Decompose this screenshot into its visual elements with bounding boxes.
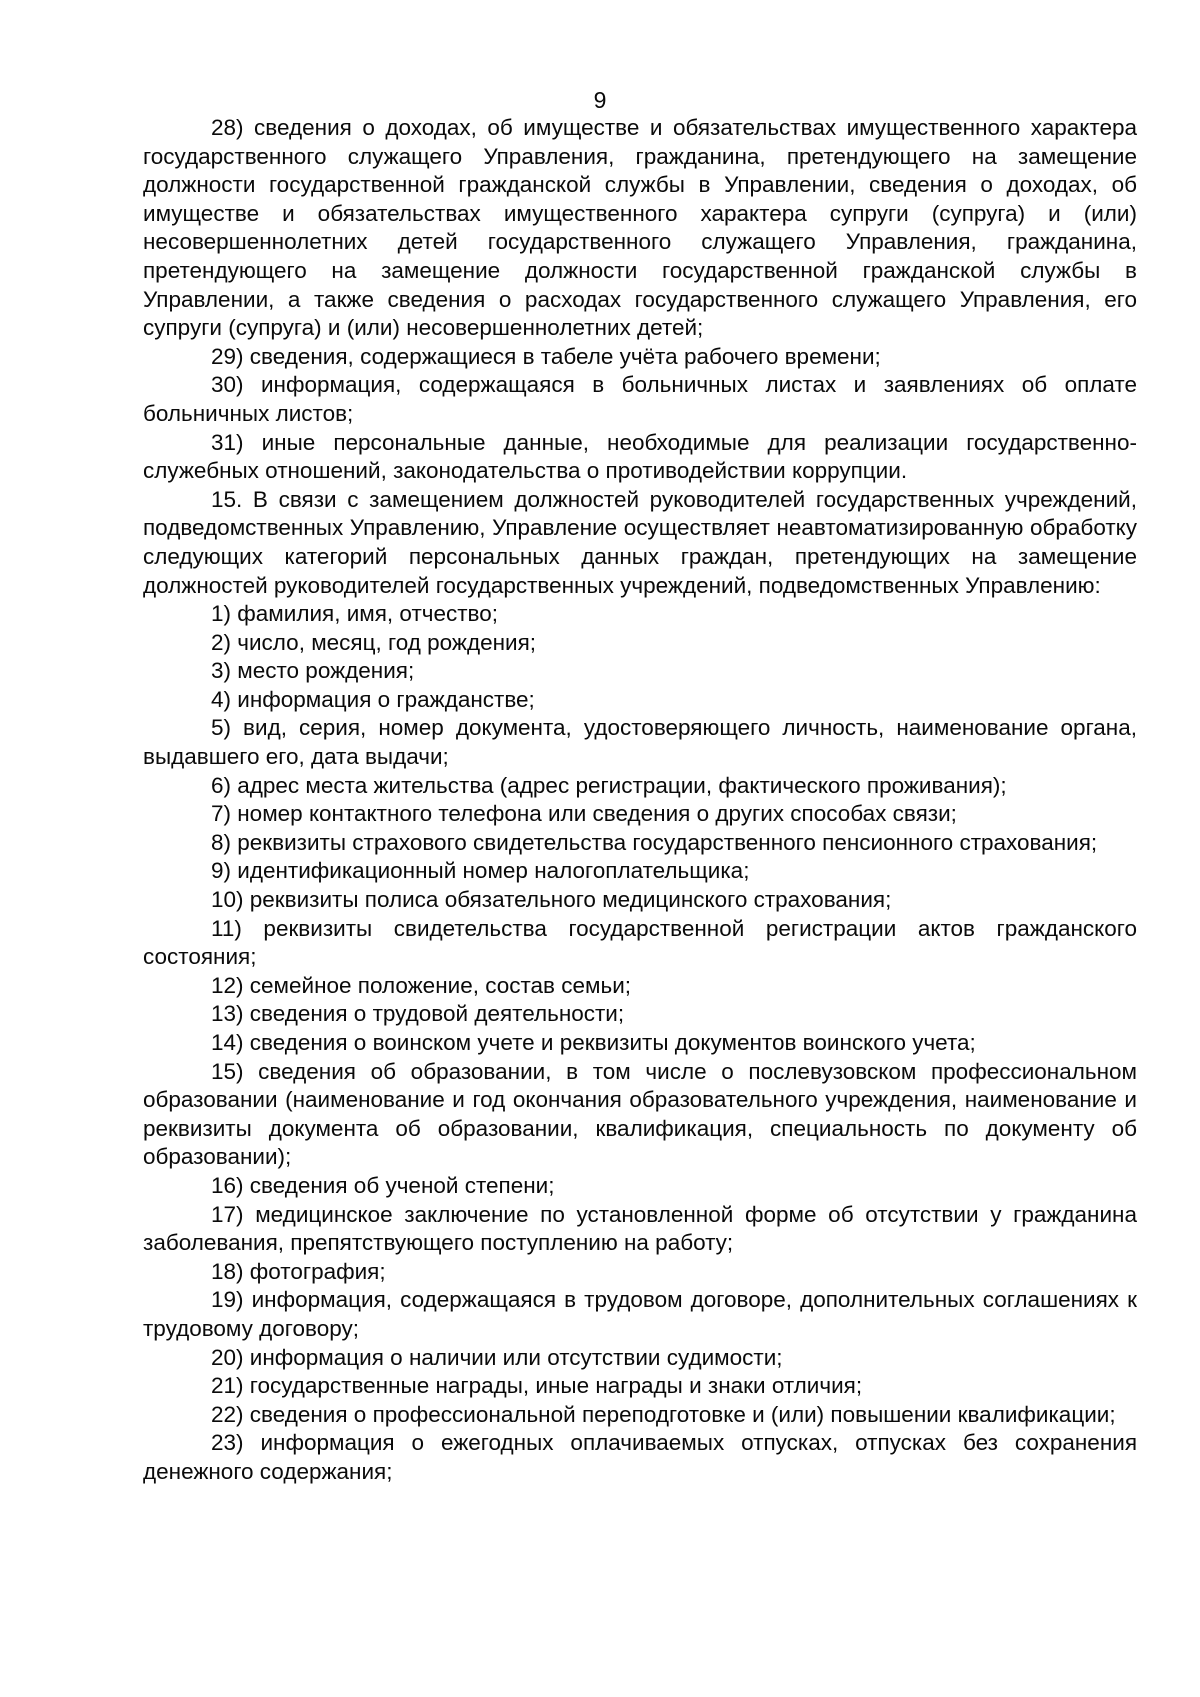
paragraph-item-28: 28) сведения о доходах, об имуществе и обязательствах имущественного характера государственного служащего Управления, гражданина, претендующего на замещение должности государственной гражданской службы в Управлении, сведения о доходах, об имуществе и обязательствах имущественного характера супруги (супруга) и (или) несовершеннолетних детей государственного служащего Управления, гражданина, претендующего на замещение должности государственной гражданской службы в Управлении, а также сведения о расходах государственного служащего Управления, его супруги (супруга) и (или) несовершеннолетних детей; xyxy=(143,115,1137,341)
list-item-22: 22) сведения о профессиональной переподготовке и (или) повышении квалификации; xyxy=(211,1401,1116,1427)
list-item-19: 19) информация, содержащаяся в трудовом договоре, дополнительных соглашениях к трудовому договору; xyxy=(143,1287,1137,1341)
list-item-8: 8) реквизиты страхового свидетельства государственного пенсионного страхования; xyxy=(211,829,1098,855)
list-item-5: 5) вид, серия, номер документа, удостоверяющего личность, наименование органа, выдавшего его, дата выдачи; xyxy=(143,715,1137,770)
list-item-10: 10) реквизиты полиса обязательного медицинского страхования; xyxy=(211,887,892,913)
list-item-17: 17) медицинское заключение по установленной форме об отсутствии у гражданина заболевания, препятствующего поступлению на работу; xyxy=(143,1201,1137,1256)
list-item-3: 3) место рождения; xyxy=(211,658,415,684)
list-item-23: 23) информация о ежегодных оплачиваемых отпусках, отпусках без сохранения денежного содержания; xyxy=(143,1430,1137,1484)
list-item-6: 6) адрес места жительства (адрес регистрации, фактического проживания); xyxy=(211,772,1007,798)
paragraph-item-29: 29) сведения, содержащиеся в табеле учёта рабочего времени; xyxy=(211,343,881,369)
list-item-20: 20) информация о наличии или отсутствии судимости; xyxy=(211,1344,783,1370)
list-item-18: 18) фотография; xyxy=(211,1258,386,1284)
list-item-14: 14) сведения о воинском учете и реквизиты документов воинского учета; xyxy=(211,1030,976,1055)
list-item-9: 9) идентификационный номер налогоплательщика; xyxy=(211,858,750,884)
list-item-13: 13) сведения о трудовой деятельности; xyxy=(211,1001,625,1027)
paragraph-section-15: 15. В связи с замещением должностей руководителей государственных учреждений, подведомственных Управлению, Управление осуществляет неавтоматизированную обработку следующих категорий персональных данных граждан, претендующих на замещение должностей руководителей государственных учреждений, подведомственных Управлению: xyxy=(143,486,1137,598)
list-item-4: 4) информация о гражданстве; xyxy=(211,686,535,712)
document-body xyxy=(143,114,1137,1487)
list-item-2: 2) число, месяц, год рождения; xyxy=(211,629,537,655)
paragraph-item-31: 31) иные персональные данные, необходимые для реализации государственно-служебных отношений, законодательства о противодействии коррупции. xyxy=(143,429,1137,484)
list-item-7: 7) номер контактного телефона или сведения о других способах связи; xyxy=(211,801,957,827)
list-item-11: 11) реквизиты свидетельства государственной регистрации актов гражданского состояния; xyxy=(143,915,1137,970)
list-item-21: 21) государственные награды, иные награды и знаки отличия; xyxy=(211,1373,863,1399)
paragraph-item-30: 30) информация, содержащаяся в больничных листах и заявлениях об оплате больничных листов; xyxy=(143,372,1137,426)
list-item-1: 1) фамилия, имя, отчество; xyxy=(211,601,499,627)
list-item-16: 16) сведения об ученой степени; xyxy=(211,1172,555,1198)
list-item-12: 12) семейное положение, состав семьи; xyxy=(211,972,632,998)
list-item-15: 15) сведения об образовании, в том числе о послевузовском профессиональном образовании (наименование и год окончания образовательного учреждения, наименование и реквизиты документа об образовании, квалификация, специальность по документу об образовании); xyxy=(143,1058,1137,1170)
page-number: 9 xyxy=(593,87,607,113)
